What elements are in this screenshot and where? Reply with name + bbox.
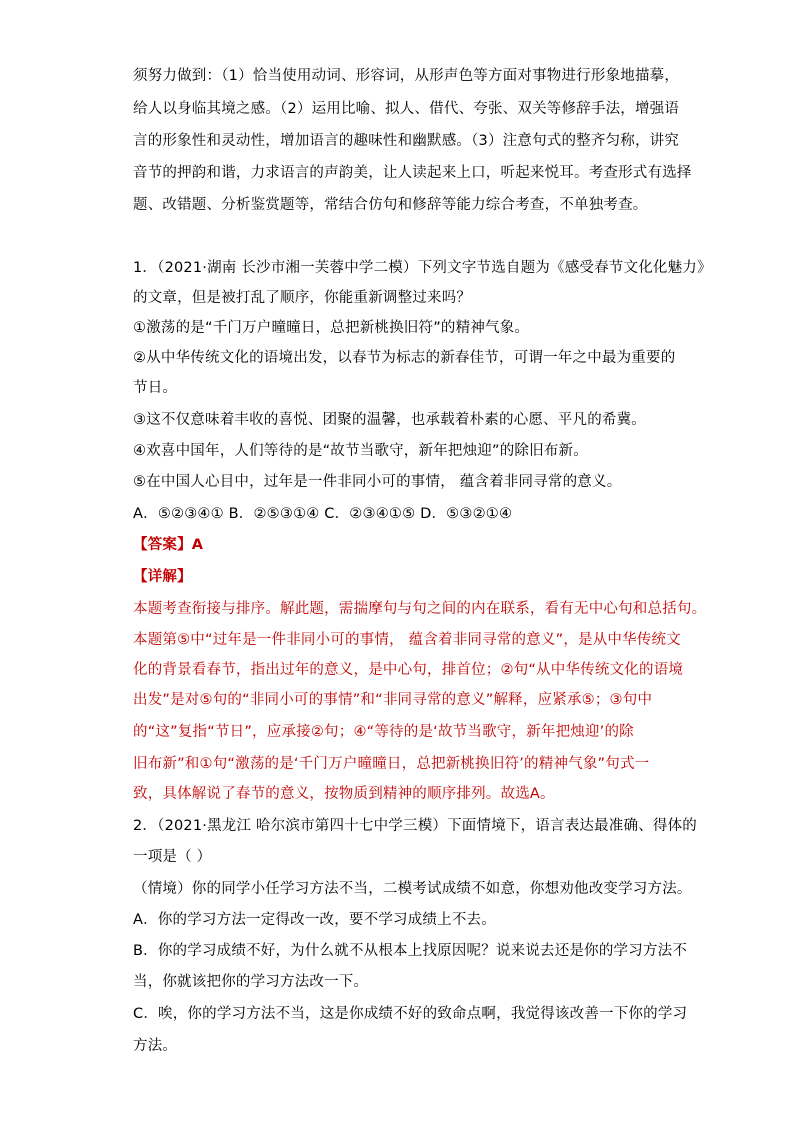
q1-item: ④欢喜中国年，人们等待的是“故节当歌守，新年把烛迎”的除旧布新。 bbox=[133, 443, 588, 459]
q1-explanation-line: 旧布新”和①句“激荡的是‘千门万户曈曈日，总把新桃换旧符’的精神气象”句式一 bbox=[133, 756, 650, 772]
q2-option: A．你的学习方法一定得改一改，要不学习成绩上不去。 bbox=[133, 912, 496, 928]
q1-item: ③这不仅意味着丰收的喜悦、团聚的温馨，也承载着朴素的心愿、平凡的希冀。 bbox=[133, 412, 646, 428]
q1-explanation-line: 致，具体解说了春节的意义，按物质到精神的顺序排列。故选A。 bbox=[133, 786, 555, 802]
q1-answer: 【答案】A bbox=[133, 537, 204, 553]
q1-item: ⑤在中国人心目中，过年是一件非同小可的事情， 蕴含着非同寻常的意义。 bbox=[133, 474, 622, 490]
q2-stem-line: 一项是（ ） bbox=[133, 849, 212, 865]
q1-item: ①激荡的是“千门万户曈曈日，总把新桃换旧符”的精神气象。 bbox=[133, 320, 530, 336]
intro-line: 须努力做到：（1）恰当使用动词、形容词，从形声色等方面对事物进行形象地描摹， bbox=[133, 68, 680, 84]
q2-option: 方法。 bbox=[133, 1038, 178, 1054]
q1-item: 节日。 bbox=[133, 380, 178, 396]
q2-option: B．你的学习成绩不好，为什么就不从根本上找原因呢？说来说去还是你的学习方法不 bbox=[133, 943, 688, 959]
q1-options: A．⑤②③④① B．②⑤③①④ C．②③④①⑤ D．⑤③②①④ bbox=[133, 506, 513, 522]
q2-option: 当，你就该把你的学习方法改一下。 bbox=[133, 974, 369, 990]
q1-stem-line: 1．（2021·湖南 长沙市湘一芙蓉中学二模）下列文字节选自题为《感受春节文化化魅力》 bbox=[133, 260, 712, 276]
intro-line: 题、改错题、分析鉴赏题等，常结合仿句和修辞等能力综合考查，不单独考查。 bbox=[133, 197, 648, 213]
q1-explanation-line: 出发”是对⑤句的“非同小可的事情”和“非同寻常的意义”解释，应紧承⑤；③句中 bbox=[133, 692, 653, 708]
q2-option: C．唉，你的学习方法不当，这是你成绩不好的致命点啊，我觉得该改善一下你的学习 bbox=[133, 1006, 688, 1022]
q1-explanation-line: 本题第⑤中“过年是一件非同小可的事情， 蕴含着非同寻常的意义”，是从中华传统文 bbox=[133, 632, 681, 648]
q1-explanation-line: 化的背景看春节，指出过年的意义，是中心句，排首位；②句“从中华传统文化的语境 bbox=[133, 662, 684, 678]
q1-stem-line: 的文章，但是被打乱了顺序，你能重新调整过来吗？ bbox=[133, 290, 472, 306]
q1-explanation-line: 的“这”复指“节日”，应承接②句；④“等待的是‘故节当歌守，新年把烛迎’的除 bbox=[133, 724, 634, 740]
intro-line: 音节的押韵和谐，力求语言的声韵美，让人读起来上口，听起来悦耳。考查形式有选择 bbox=[133, 165, 692, 181]
intro-line: 言的形象性和灵动性，增加语言的趣味性和幽默感。（3）注意句式的整齐匀称，讲究 bbox=[133, 133, 680, 149]
q1-detail-label: 【详解】 bbox=[133, 569, 192, 585]
q1-item: ②从中华传统文化的语境出发，以春节为标志的新春佳节，可谓一年之中最为重要的 bbox=[133, 350, 676, 366]
intro-line: 给人以身临其境之感。（2）运用比喻、拟人、借代、夸张、双关等修辞手法，增强语 bbox=[133, 101, 680, 117]
q2-stem-line: 2．（2021·黑龙江 哈尔滨市第四十七中学三模）下面情境下，语言表达最准确、得体的 bbox=[133, 818, 697, 834]
q1-explanation-line: 本题考查衔接与排序。解此题，需揣摩句与句之间的内在联系，看有无中心句和总括句。 bbox=[133, 601, 707, 617]
q2-context: （情境）你的同学小任学习方法不当，二模考试成绩不如意，你想劝他改变学习方法。 bbox=[133, 881, 692, 897]
